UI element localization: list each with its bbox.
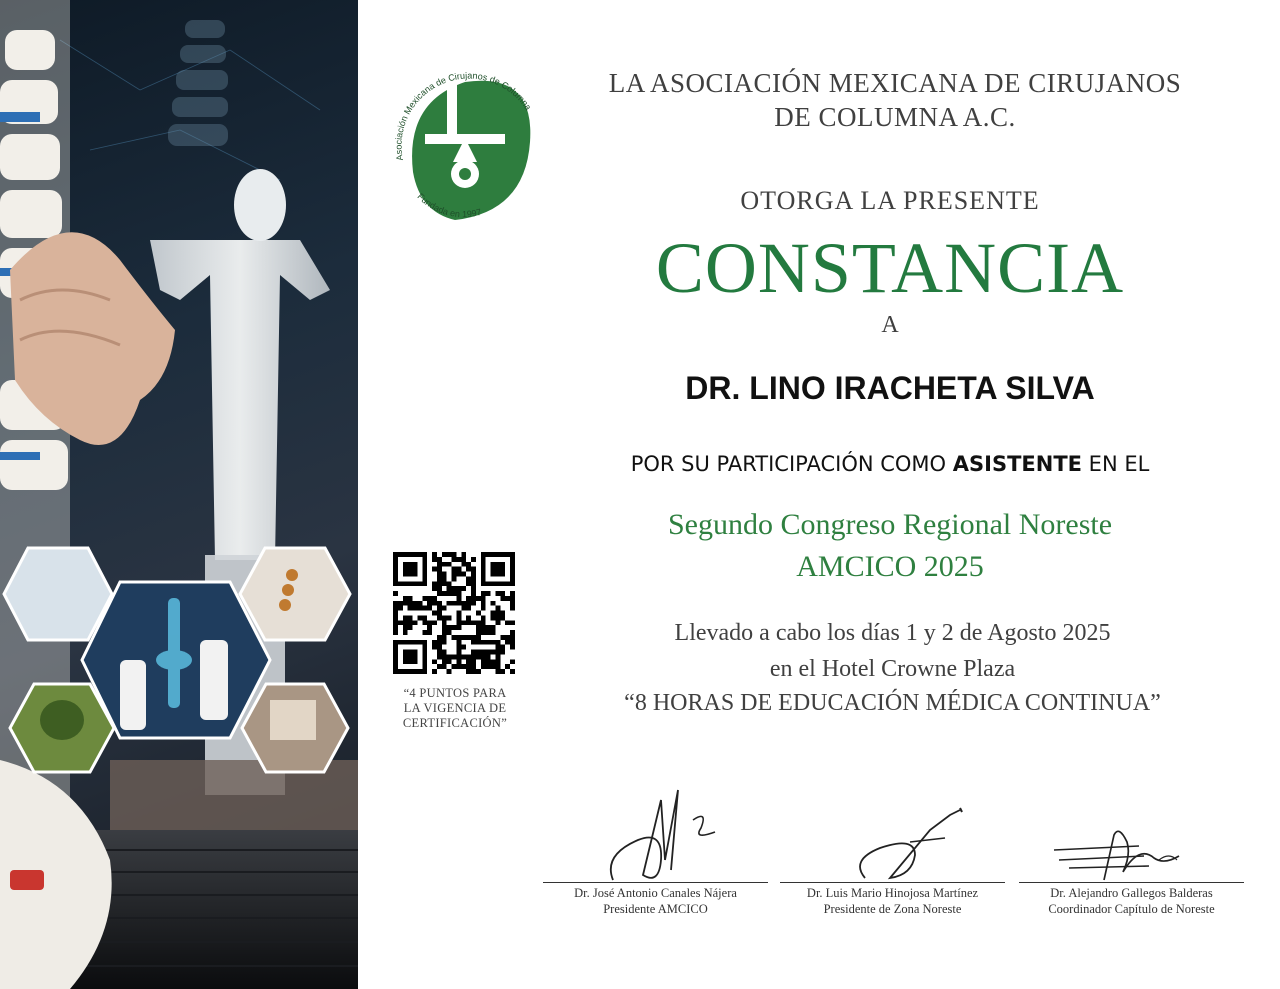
participation-statement bbox=[560, 452, 1220, 476]
logo-ring-text: Asociación Mexicana de Cirujanos de Columna bbox=[393, 70, 534, 162]
decorative-photo-collage bbox=[0, 0, 358, 989]
handwritten-signature-2 bbox=[780, 760, 1005, 885]
spine-model-illustration bbox=[0, 0, 112, 989]
certificate-title: CONSTANCIA bbox=[655, 228, 1125, 308]
qr-caption-line1: “4 PUNTOS PARA bbox=[403, 686, 507, 700]
participation-suffix: EN EL bbox=[1082, 452, 1150, 476]
signatory-name: Dr. Luis Mario Hinojosa Martínez bbox=[806, 886, 979, 900]
signature-block-president bbox=[543, 760, 768, 920]
event-venue: en el Hotel Crowne Plaza bbox=[769, 656, 1016, 682]
signature-line bbox=[543, 882, 768, 883]
qr-caption bbox=[385, 686, 525, 731]
participation-prefix: POR SU PARTICIPACIÓN COMO bbox=[630, 452, 953, 476]
qr-caption-line2: LA VIGENCIA DE bbox=[403, 701, 507, 715]
signatory-name: Dr. Alejandro Gallegos Balderas bbox=[1050, 886, 1213, 900]
signatory-title: Coordinador Capítulo de Noreste bbox=[1048, 902, 1215, 916]
association-logo bbox=[385, 62, 545, 232]
award-preposition: A bbox=[881, 312, 899, 338]
event-edition: AMCICO 2025 bbox=[796, 550, 984, 583]
handwritten-signature-1 bbox=[543, 760, 768, 885]
participation-role: ASISTENTE bbox=[952, 452, 1082, 476]
signature-block-zone-president bbox=[780, 760, 1005, 920]
signatory-title: Presidente de Zona Noreste bbox=[823, 902, 962, 916]
signature-line bbox=[1019, 882, 1244, 883]
award-intro: OTORGA LA PRESENTE bbox=[740, 186, 1040, 215]
association-name-line2: DE COLUMNA A.C. bbox=[774, 102, 1016, 132]
signatory-name: Dr. José Antonio Canales Nájera bbox=[574, 886, 737, 900]
association-name-line1: LA ASOCIACIÓN MEXICANA DE CIRUJANOS bbox=[608, 68, 1182, 98]
event-name: Segundo Congreso Regional Noreste bbox=[667, 508, 1113, 541]
recipient-name: DR. LINO IRACHETA SILVA bbox=[685, 370, 1095, 406]
logo-founded-text: Fundada en 1997 bbox=[415, 191, 483, 220]
signature-block-coordinator bbox=[1019, 760, 1244, 920]
event-dates: Llevado a cabo los días 1 y 2 de Agosto 2025 bbox=[674, 620, 1111, 646]
signature-line bbox=[780, 882, 1005, 883]
qr-code[interactable] bbox=[393, 552, 515, 674]
handwritten-signature-3 bbox=[1019, 760, 1244, 885]
signatory-title: Presidente AMCICO bbox=[603, 902, 708, 916]
event-hours: “8 HORAS DE EDUCACIÓN MÉDICA CONTINUA” bbox=[624, 690, 1161, 716]
qr-caption-line3: CERTIFICACIÓN” bbox=[402, 716, 508, 730]
